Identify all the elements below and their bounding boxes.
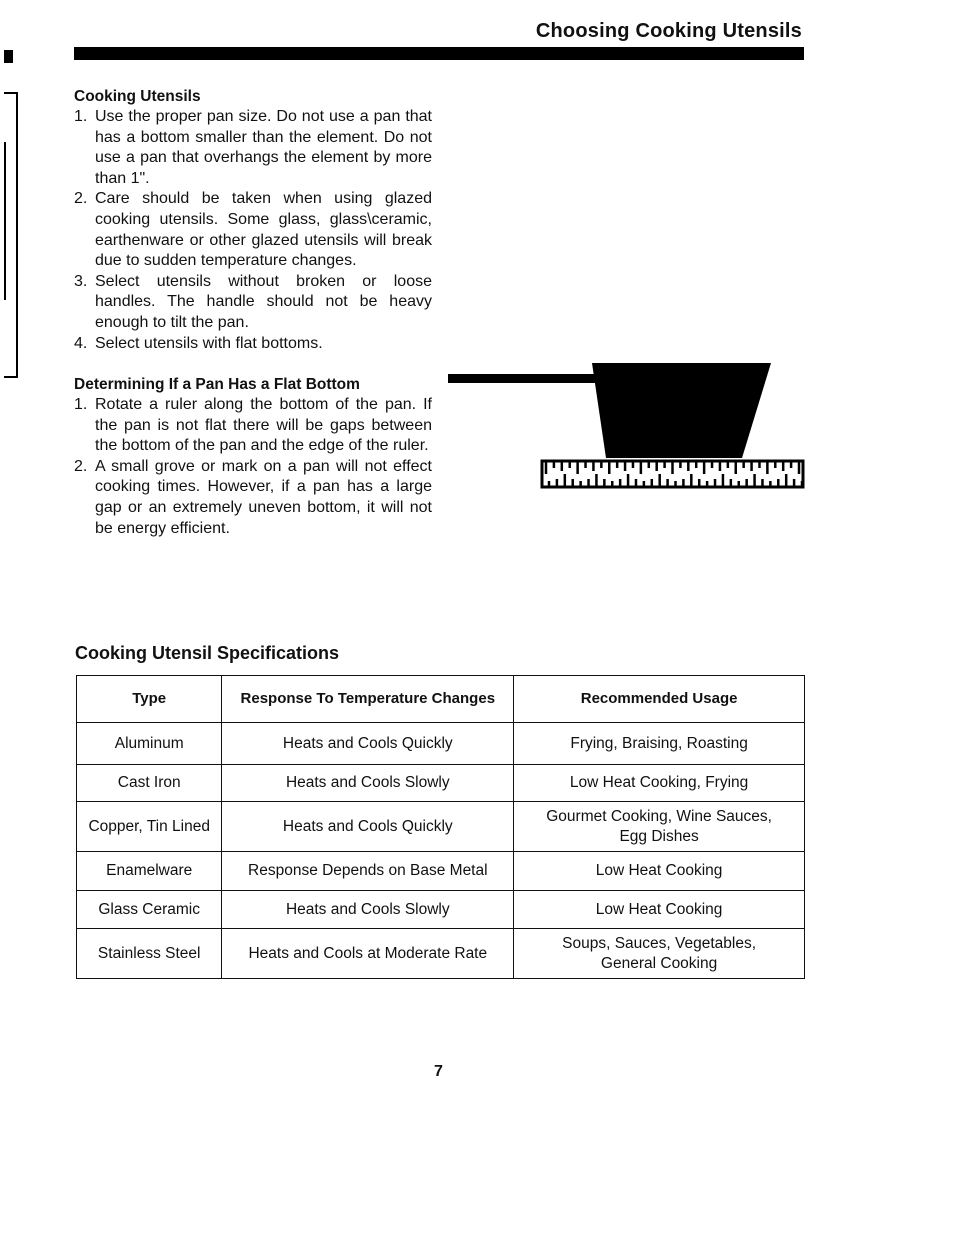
item-text: Select utensils with flat bottoms. [95,334,323,352]
cell-response: Heats and Cools Slowly [222,891,514,929]
specs-table [76,675,805,979]
section-heading: Cooking Utensils [74,88,201,105]
table-row [77,765,805,802]
header-rule [74,47,804,60]
cell-usage: Frying, Braising, Roasting [514,723,805,765]
table-row [77,802,805,852]
page-number: 7 [434,1063,443,1080]
item-number: 1. [74,108,88,125]
specs-title: Cooking Utensil Specifications [75,643,340,663]
cell-type: Cast Iron [77,765,222,802]
cell-response: Response Depends on Base Metal [222,852,514,891]
section-heading: Determining If a Pan Has a Flat Bottom [74,376,360,393]
pan-body [592,363,771,458]
flat-bottom-list [74,395,432,539]
column-header-type: Type [77,676,222,723]
margin-line [4,142,6,300]
cell-type: Copper, Tin Lined [77,802,222,852]
cell-response: Heats and Cools Quickly [222,723,514,765]
column-header-usage: Recommended Usage [514,676,805,723]
page-title: Choosing Cooking Utensils [535,20,802,42]
item-text: Use the proper pan size. Do not use a pan that has a bottom smaller than the element. Do not use a pan that overhangs the element by more than 1". [95,108,432,187]
cell-usage: Gourmet Cooking, Wine Sauces, Egg Dishes [514,802,805,852]
item-number: 3. [74,272,88,290]
cell-usage: Low Heat Cooking, Frying [514,765,805,802]
cell-usage: Low Heat Cooking [514,852,805,891]
table-row [77,891,805,929]
item-number: 1. [74,396,88,413]
cell-usage: Soups, Sauces, Vegetables, General Cooking [514,929,805,979]
table-header-row [77,676,805,723]
cell-type: Enamelware [77,852,222,891]
cooking-utensils-section [74,87,432,354]
item-text: Care should be taken when using glazed cooking utensils. Some glass, glass\ceramic, earthenware or other glazed utensils will break due to sudden temperature changes. [95,190,432,270]
cell-type: Stainless Steel [77,929,222,979]
list-item [74,189,432,271]
item-number: 2. [74,457,88,475]
pan-handle [448,374,596,383]
column-header-response: Response To Temperature Changes [222,676,514,723]
cell-type: Aluminum [77,723,222,765]
corner-mark [4,50,13,63]
flat-bottom-section [74,375,432,539]
margin-bracket [4,376,18,378]
table-row [77,852,805,891]
item-number: 4. [74,334,88,352]
margin-bracket [16,92,18,378]
pan-on-ruler-illustration [446,360,808,492]
list-item [74,107,432,189]
list-item [74,334,432,355]
item-text: A small grove or mark on a pan will not effect cooking times. However, if a pan has a large gap or an extremely uneven bottom, it will not be energy efficient. [95,457,432,537]
cell-usage: Low Heat Cooking [514,891,805,929]
table-row [77,929,805,979]
cell-response: Heats and Cools Quickly [222,802,514,852]
cell-response: Heats and Cools Slowly [222,765,514,802]
cell-response: Heats and Cools at Moderate Rate [222,929,514,979]
table-row [77,723,805,765]
item-number: 2. [74,190,88,208]
list-item [74,272,432,334]
cooking-utensils-list [74,107,432,354]
cell-type: Glass Ceramic [77,891,222,929]
item-text: Select utensils without broken or loose handles. The handle should not be heavy enough to tilt the pan. [95,272,432,331]
list-item [74,457,432,539]
list-item [74,395,432,457]
item-text: Rotate a ruler along the bottom of the pan. If the pan is not flat there will be gaps between the bottom of the pan and the edge of the ruler. [95,396,432,455]
